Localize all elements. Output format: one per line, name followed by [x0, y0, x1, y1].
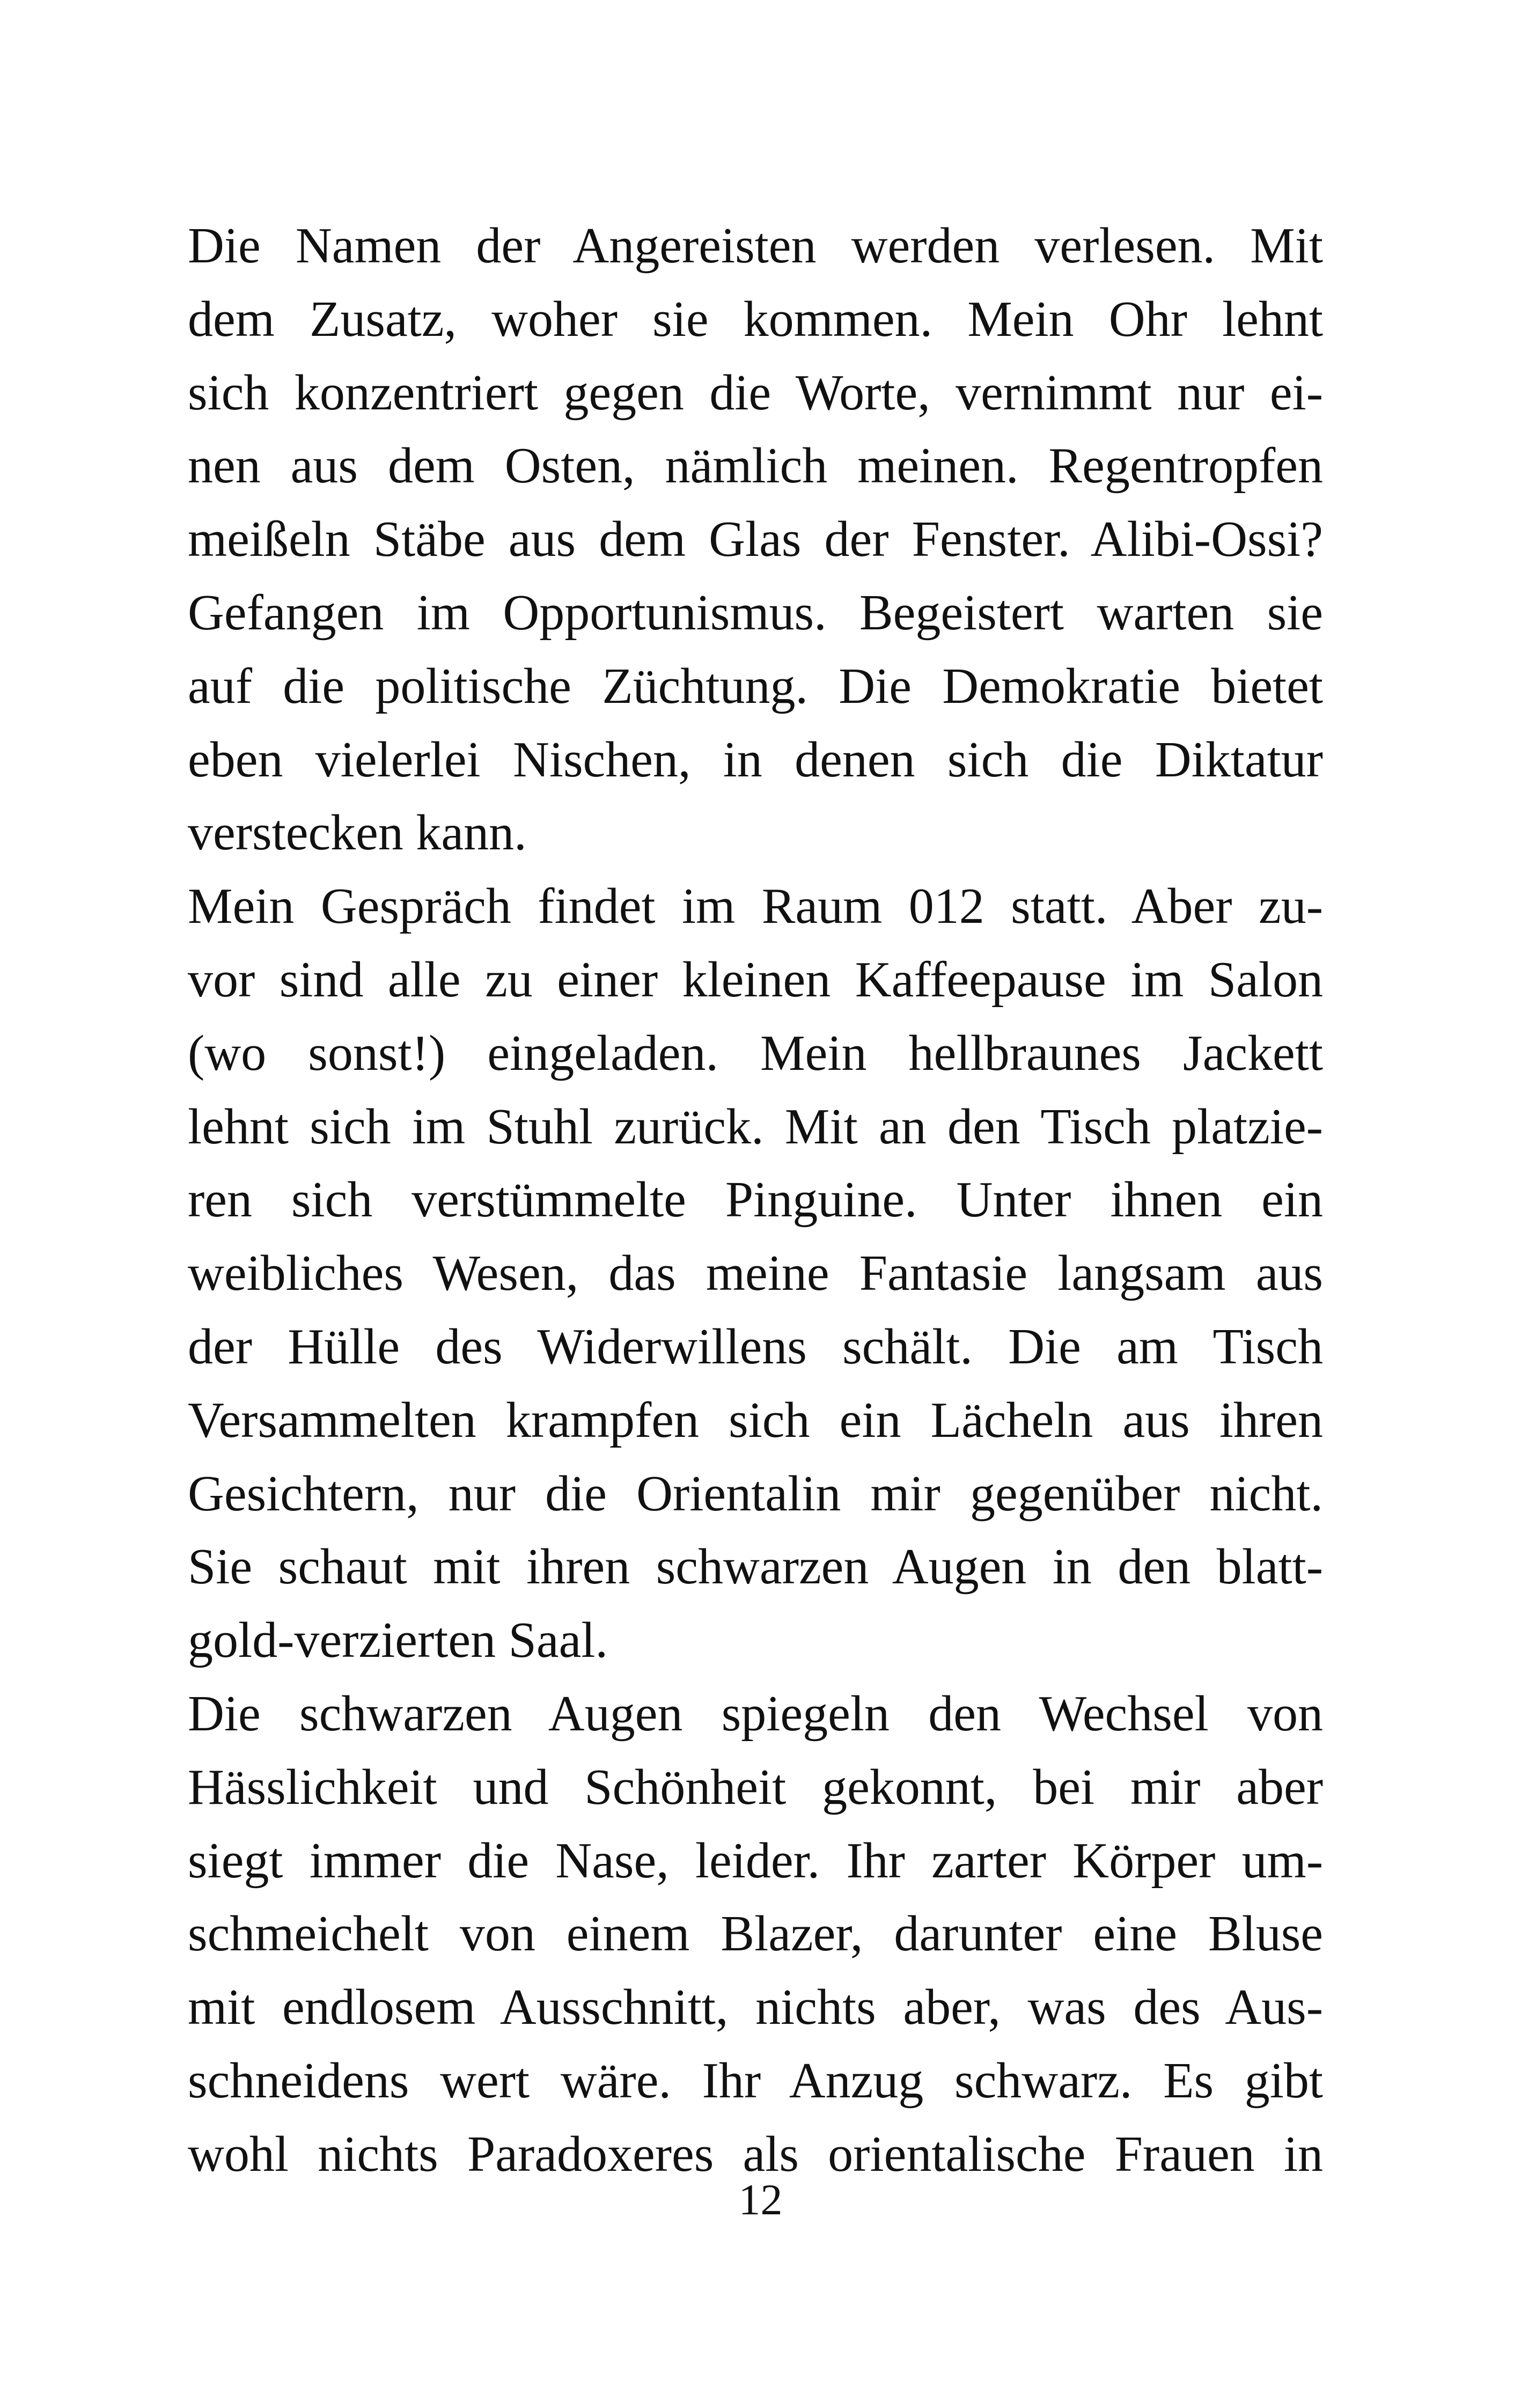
text-line: der Hülle des Widerwillens schält. Die am Tisch — [188, 1318, 1323, 1375]
body-text — [188, 209, 1323, 2191]
text-line: Die Namen der Angereisten werden verlesen. Mit — [188, 218, 1323, 274]
text-line: auf die politische Züchtung. Die Demokratie bietet — [188, 658, 1323, 714]
text-line: verstecken kann. — [188, 805, 527, 861]
paragraph — [188, 870, 1323, 1677]
paragraph — [188, 209, 1323, 870]
text-line: Gesichtern, nur die Orientalin mir gegenüber nicht. — [188, 1465, 1323, 1522]
text-line: Mein Gespräch findet im Raum 012 statt. Aber zu- — [188, 878, 1323, 935]
text-line: ren sich verstümmelte Pinguine. Unter ihnen ein — [188, 1172, 1323, 1228]
text-line: nen aus dem Osten, nämlich meinen. Regentropfen — [188, 438, 1323, 494]
paragraph — [188, 1677, 1323, 2191]
text-line: meißeln Stäbe aus dem Glas der Fenster. Alibi-Ossi? — [188, 511, 1323, 568]
text-line: eben vielerlei Nischen, in denen sich die Diktatur — [188, 731, 1323, 788]
text-line: siegt immer die Nase, leider. Ihr zarter Körper um- — [188, 1832, 1323, 1889]
text-line: Gefangen im Opportunismus. Begeistert warten sie — [188, 584, 1323, 641]
text-line: Versammelten krampfen sich ein Lächeln aus ihren — [188, 1392, 1323, 1448]
text-line: Sie schaut mit ihren schwarzen Augen in den blatt- — [188, 1539, 1323, 1595]
text-line: weibliches Wesen, das meine Fantasie langsam aus — [188, 1245, 1323, 1302]
text-line: Die schwarzen Augen spiegeln den Wechsel von — [188, 1685, 1323, 1742]
page-number: 12 — [738, 2175, 783, 2224]
text-line: gold-verzierten Saal. — [188, 1612, 608, 1669]
text-line: Hässlichkeit und Schönheit gekonnt, bei mir aber — [188, 1759, 1323, 1815]
text-line: sich konzentriert gegen die Worte, vernimmt nur ei- — [188, 364, 1323, 421]
text-line: wohl nichts Paradoxeres als orientalische Frauen in — [188, 2126, 1323, 2182]
text-line: schneidens wert wäre. Ihr Anzug schwarz. Es gibt — [188, 2052, 1323, 2109]
text-line: vor sind alle zu einer kleinen Kaffeepause im Salon — [188, 951, 1323, 1008]
text-line: lehnt sich im Stuhl zurück. Mit an den Tisch platzie- — [188, 1098, 1323, 1155]
text-line: mit endlosem Ausschnitt, nichts aber, was des Aus- — [188, 1979, 1323, 2036]
text-line: dem Zusatz, woher sie kommen. Mein Ohr lehnt — [188, 291, 1323, 347]
text-line: schmeichelt von einem Blazer, darunter eine Bluse — [188, 1906, 1323, 1962]
text-line: (wo sonst!) eingeladen. Mein hellbraunes Jackett — [188, 1025, 1323, 1081]
